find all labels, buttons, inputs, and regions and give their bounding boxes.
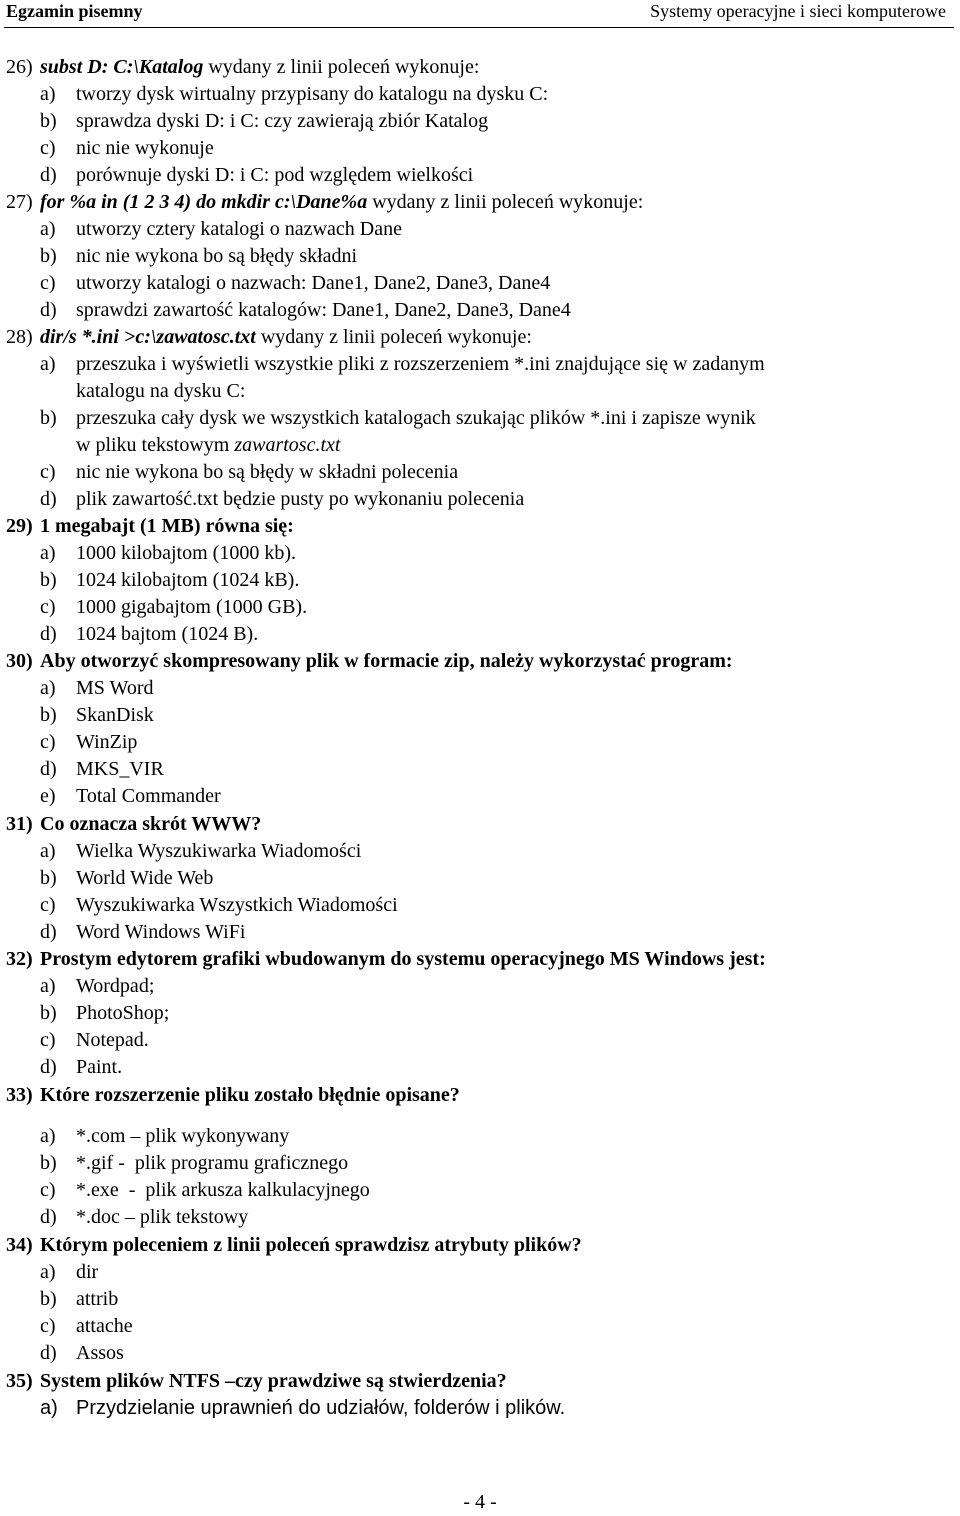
question-28 [6, 324, 532, 351]
answer-text: SkanDisk [76, 704, 154, 726]
answer-label: a) [40, 1125, 56, 1147]
answer-label: b) [40, 407, 57, 429]
answer-text: nic nie wykona bo są błędy składni [76, 245, 358, 267]
answer-label: b) [40, 704, 57, 726]
question-34 [6, 1232, 582, 1259]
answer-text: przeszuka i wyświetli wszystkie pliki z rozszerzeniem *.ini znajdujące się w zadanym [76, 353, 765, 375]
answer-text: utworzy cztery katalogi o nazwach Dane [76, 218, 402, 240]
question-text: Aby otworzyć skompresowany plik w formacie zip, należy wykorzystać program: [40, 650, 733, 672]
answer-label: b) [40, 1288, 57, 1310]
answer-label: d) [40, 299, 57, 321]
answer-30c [40, 729, 137, 756]
answer-30e [40, 783, 221, 810]
answer-label: d) [40, 488, 57, 510]
header-divider [4, 27, 954, 28]
answer-33d [40, 1204, 248, 1231]
answer-label: b) [40, 110, 57, 132]
answer-29b [40, 567, 299, 594]
answer-label: b) [40, 1002, 57, 1024]
answer-label: c) [40, 731, 56, 753]
answer-27d [40, 297, 571, 324]
answer-28c [40, 459, 458, 486]
answer-text: MKS_VIR [76, 758, 164, 780]
answer-text: dir [76, 1261, 99, 1283]
answer-31a [40, 838, 361, 865]
question-number: 30) [6, 650, 33, 672]
answer-label: c) [40, 1315, 56, 1337]
answer-text: Notepad. [76, 1029, 149, 1051]
answer-text: PhotoShop; [76, 1002, 170, 1024]
answer-32b [40, 1000, 169, 1027]
answer-32a [40, 973, 154, 1000]
question-text: System plików NTFS –czy prawdziwe są stwierdzenia? [40, 1370, 507, 1392]
answer-label: b) [40, 1152, 57, 1174]
answer-label: a) [40, 218, 56, 240]
question-31 [6, 811, 261, 838]
answer-28d [40, 486, 524, 513]
question-command: for %a in (1 2 3 4) do mkdir c:\Dane%a [40, 191, 368, 213]
answer-29d [40, 621, 258, 648]
answer-text: przeszuka cały dysk we wszystkich katalogach szukając plików *.ini i zapisze wynik [76, 407, 756, 429]
answer-30b [40, 702, 154, 729]
answer-label: d) [40, 623, 57, 645]
question-command: subst D: C:\Katalog [40, 56, 204, 78]
answer-label: b) [40, 569, 57, 591]
question-text: Które rozszerzenie pliku zostało błędnie opisane? [40, 1084, 460, 1106]
question-text: wydany z linii poleceń wykonuje: [367, 191, 644, 213]
answer-text: WinZip [76, 731, 138, 753]
answer-label: d) [40, 164, 57, 186]
answer-text: Paint. [76, 1056, 123, 1078]
question-number: 33) [6, 1084, 33, 1106]
page-number: - 4 - [463, 1491, 497, 1513]
question-27 [6, 189, 643, 216]
answer-label: a) [40, 1261, 56, 1283]
question-number: 29) [6, 515, 33, 537]
question-text: wydany z linii poleceń wykonuje: [255, 326, 532, 348]
answer-text: World Wide Web [76, 867, 214, 889]
answer-33b [40, 1150, 348, 1177]
answer-label: c) [40, 461, 56, 483]
answer-30d [40, 756, 164, 783]
question-number: 27) [6, 191, 33, 213]
answer-label: b) [40, 867, 57, 889]
question-33 [6, 1082, 460, 1109]
question-command: dir/s *.ini >c:\zawatosc.txt [40, 326, 256, 348]
answer-32d [40, 1054, 122, 1081]
answer-text: sprawdzi zawartość katalogów: Dane1, Dane2, Dane3, Dane4 [76, 299, 571, 321]
answer-text: nic nie wykona bo są błędy w składni polecenia [76, 461, 459, 483]
answer-label: a) [40, 677, 56, 699]
answer-28a-continuation: katalogu na dysku C: [76, 380, 246, 402]
answer-label: d) [40, 758, 57, 780]
answer-text: Wordpad; [76, 975, 155, 997]
answer-text: w pliku tekstowym [76, 434, 235, 456]
answer-label: c) [40, 596, 56, 618]
question-30 [6, 648, 733, 675]
answer-30a [40, 675, 153, 702]
header-subject: Systemy operacyjne i sieci komputerowe [650, 1, 946, 21]
answer-text: attache [76, 1315, 133, 1337]
answer-text: 1024 bajtom (1024 B). [76, 623, 259, 645]
question-number: 32) [6, 948, 33, 970]
answer-label: a) [40, 1397, 58, 1419]
answer-29c [40, 594, 307, 621]
answer-text: 1024 kilobajtom (1024 kB). [76, 569, 300, 591]
answer-label: d) [40, 921, 57, 943]
answer-33a [40, 1123, 289, 1150]
answer-text: sprawdza dyski D: i C: czy zawierają zbiór Katalog [76, 110, 489, 132]
answer-text: Wielka Wyszukiwarka Wiadomości [76, 840, 362, 862]
question-35 [6, 1368, 507, 1395]
answer-text: *.gif - plik programu graficznego [76, 1152, 349, 1174]
header-exam-title: Egzamin pisemny [6, 1, 143, 21]
answer-text: tworzy dysk wirtualny przypisany do katalogu na dysku C: [76, 83, 549, 105]
answer-28a [40, 351, 765, 378]
answer-35a [40, 1395, 565, 1422]
question-number: 26) [6, 56, 33, 78]
question-26 [6, 54, 479, 81]
answer-text: utworzy katalogi o nazwach: Dane1, Dane2, Dane3, Dane4 [76, 272, 551, 294]
answer-28b-continuation [76, 432, 340, 459]
answer-label: c) [40, 894, 56, 916]
answer-text: Przydzielanie uprawnień do udziałów, folderów i plików. [76, 1397, 566, 1419]
question-text: wydany z linii poleceń wykonuje: [203, 56, 480, 78]
answer-27b [40, 243, 357, 270]
answer-text: plik zawartość.txt będzie pusty po wykonaniu polecenia [76, 488, 525, 510]
answer-26a [40, 81, 548, 108]
answer-label: a) [40, 353, 56, 375]
answer-31d [40, 919, 245, 946]
answer-text: 1000 gigabajtom (1000 GB). [76, 596, 308, 618]
answer-label: e) [40, 785, 56, 807]
answer-34a [40, 1259, 98, 1286]
question-text: Prostym edytorem grafiki wbudowanym do systemu operacyjnego MS Windows jest: [40, 948, 766, 970]
question-number: 28) [6, 326, 33, 348]
answer-label: a) [40, 83, 56, 105]
answer-label: c) [40, 1179, 56, 1201]
answer-text: Word Windows WiFi [76, 921, 246, 943]
answer-26b [40, 108, 488, 135]
question-number: 34) [6, 1234, 33, 1256]
answer-text: porównuje dyski D: i C: pod względem wielkości [76, 164, 474, 186]
answer-33c [40, 1177, 370, 1204]
answer-text: Assos [76, 1342, 124, 1364]
answer-label: d) [40, 1342, 57, 1364]
question-number: 35) [6, 1370, 33, 1392]
answer-label: b) [40, 245, 57, 267]
answer-27a [40, 216, 402, 243]
answer-text: MS Word [76, 677, 154, 699]
answer-text: 1000 kilobajtom (1000 kb). [76, 542, 296, 564]
answer-31c [40, 892, 398, 919]
answer-text: nic nie wykonuje [76, 137, 214, 159]
question-32 [6, 946, 766, 973]
answer-text: *.exe - plik arkusza kalkulacyjnego [76, 1179, 370, 1201]
page-header [0, 0, 960, 24]
answer-label: a) [40, 840, 56, 862]
answer-text: *.com – plik wykonywany [76, 1125, 290, 1147]
answer-filename: zawartosc.txt [234, 434, 341, 456]
answer-28b [40, 405, 756, 432]
question-29 [6, 513, 294, 540]
answer-27c [40, 270, 550, 297]
answer-label: d) [40, 1206, 57, 1228]
answer-text: Total Commander [76, 785, 221, 807]
answer-text: Wyszukiwarka Wszystkich Wiadomości [76, 894, 398, 916]
answer-26d [40, 162, 473, 189]
question-text: 1 megabajt (1 MB) równa się: [40, 515, 294, 537]
answer-text: *.doc – plik tekstowy [76, 1206, 249, 1228]
answer-34c [40, 1313, 133, 1340]
question-number: 31) [6, 813, 33, 835]
answer-34d [40, 1340, 124, 1367]
answer-31b [40, 865, 213, 892]
question-text: Którym poleceniem z linii poleceń sprawdzisz atrybuty plików? [40, 1234, 582, 1256]
answer-text: attrib [76, 1288, 119, 1310]
answer-26c [40, 135, 214, 162]
answer-label: a) [40, 975, 56, 997]
answer-label: c) [40, 1029, 56, 1051]
answer-34b [40, 1286, 118, 1313]
answer-label: c) [40, 272, 56, 294]
question-text: Co oznacza skrót WWW? [40, 813, 262, 835]
answer-label: d) [40, 1056, 57, 1078]
answer-label: a) [40, 542, 56, 564]
answer-32c [40, 1027, 149, 1054]
answer-29a [40, 540, 296, 567]
answer-label: c) [40, 137, 56, 159]
